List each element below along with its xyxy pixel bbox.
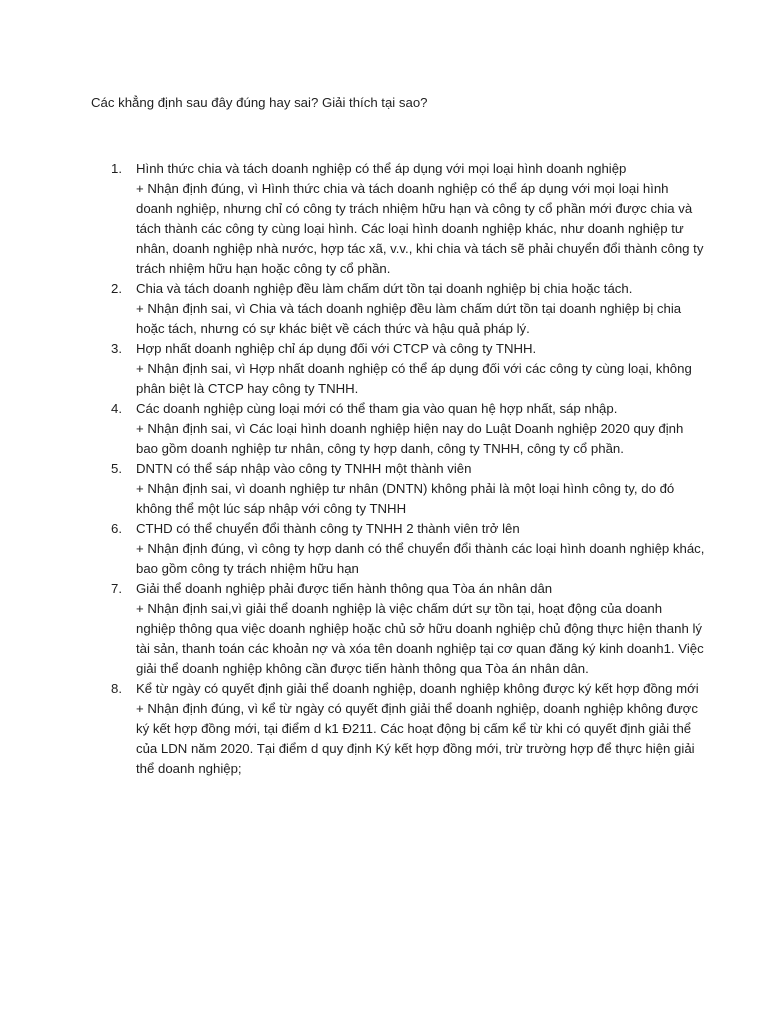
question-number: 2. (111, 281, 122, 296)
question-number: 8. (111, 681, 122, 696)
document-heading: Các khẳng định sau đây đúng hay sai? Giải thích tại sao? (91, 95, 428, 110)
question-number: 7. (111, 581, 122, 596)
answer-line: ký kết hợp đồng mới, tại điểm d k1 Đ211. Các hoạt động bị cấm kể từ khi có quyết định giải thể (136, 721, 692, 736)
answer-line: không thể một lúc sáp nhập với công ty TNHH (136, 501, 407, 516)
answer-line: + Nhận định sai, vì Hợp nhất doanh nghiệp có thể áp dụng đối với các công ty cùng loại, không (136, 361, 692, 376)
question-statement-line: Hình thức chia và tách doanh nghiệp có thể áp dụng với mọi loại hình doanh nghiệp (136, 161, 627, 176)
answer-line: + Nhận định đúng, vì Hình thức chia và tách doanh nghiệp có thể áp dụng với mọi loại hình (136, 181, 669, 196)
question-list (91, 159, 705, 779)
question-item (91, 399, 691, 459)
answer-line: + Nhận định sai, vì doanh nghiệp tư nhân (DNTN) không phải là một loại hình công ty, do đó (136, 481, 675, 496)
question-number: 6. (111, 521, 122, 536)
answer-line: tài sản, thanh toán các khoản nợ và xóa tên doanh nghiệp tại cơ quan đăng ký kinh doanh1. Việc (136, 641, 704, 656)
answer-line: tách thành các công ty cùng loại hình. Các loại hình doanh nghiệp khác, như doanh nghiệp tư (136, 221, 684, 236)
answer-line: bao gồm công ty trách nhiệm hữu hạn (136, 561, 359, 576)
question-statement-line: Các doanh nghiệp cùng loại mới có thể tham gia vào quan hệ hợp nhất, sáp nhập. (136, 401, 618, 416)
answer-line: giải thể doanh nghiệp không cần được tiến hành thông qua Tòa án nhân dân. (136, 661, 589, 676)
answer-line: của LDN năm 2020. Tại điểm d quy định Ký kết hợp đồng mới, trừ trường hợp để thực hiện giải (136, 741, 695, 756)
question-item (91, 279, 691, 339)
answer-line: hoặc tách, nhưng có sự khác biệt về cách thức và hậu quả pháp lý. (136, 321, 530, 336)
question-number: 5. (111, 461, 122, 476)
question-item (91, 339, 691, 399)
answer-line: phân biệt là CTCP hay công ty TNHH. (136, 381, 359, 396)
question-item (91, 519, 705, 579)
answer-line: + Nhận định sai, vì Các loại hình doanh nghiệp hiện nay do Luật Doanh nghiệp 2020 quy định (136, 421, 684, 436)
question-statement-line: Hợp nhất doanh nghiệp chỉ áp dụng đối với CTCP và công ty TNHH. (136, 341, 537, 356)
question-number: 1. (111, 161, 122, 176)
question-statement-line: DNTN có thể sáp nhập vào công ty TNHH một thành viên (136, 461, 472, 476)
answer-line: + Nhận định đúng, vì kể từ ngày có quyết định giải thể doanh nghiệp, doanh nghiệp không được (136, 701, 698, 716)
answer-line: + Nhận định đúng, vì công ty hợp danh có thể chuyển đổi thành các loại hình doanh nghiệp khác, (136, 541, 705, 556)
question-item (91, 459, 691, 519)
answer-line: thể doanh nghiệp; (136, 761, 242, 776)
answer-line: nhân, doanh nghiệp nhà nước, hợp tác xã, v.v., khi chia và tách sẽ phải chuyển đổi thành công ty (136, 241, 704, 256)
question-number: 3. (111, 341, 122, 356)
answer-line: doanh nghiệp, nhưng chỉ có công ty trách nhiệm hữu hạn và công ty cổ phần mới được chia và (136, 201, 693, 216)
question-statement-line: Giải thể doanh nghiệp phải được tiến hành thông qua Tòa án nhân dân (136, 581, 553, 596)
question-number: 4. (111, 401, 122, 416)
question-item (91, 579, 704, 679)
question-item (91, 679, 699, 779)
answer-line: bao gồm doanh nghiệp tư nhân, công ty hợp danh, công ty TNHH, công ty cổ phần. (136, 441, 624, 456)
question-statement-line: CTHD có thể chuyển đổi thành công ty TNHH 2 thành viên trở lên (136, 521, 520, 536)
answer-line: + Nhận định sai, vì Chia và tách doanh nghiệp đều làm chấm dứt tồn tại doanh nghiệp bị chia (136, 301, 682, 316)
question-statement-line: Chia và tách doanh nghiệp đều làm chấm dứt tồn tại doanh nghiệp bị chia hoặc tách. (136, 281, 633, 296)
question-item (91, 159, 704, 279)
answer-line: + Nhận định sai,vì giải thể doanh nghiệp là việc chấm dứt sự tồn tại, hoạt động của doanh (136, 601, 663, 616)
question-statement-line: Kể từ ngày có quyết định giải thể doanh nghiệp, doanh nghiệp không được ký kết hợp đồng mới (136, 681, 699, 696)
answer-line: trách nhiệm hữu hạn hoặc công ty cổ phần. (136, 261, 391, 276)
answer-line: nghiệp thông qua việc doanh nghiệp hoặc chủ sở hữu doanh nghiệp chủ động thực hiện thanh lý (136, 621, 702, 636)
